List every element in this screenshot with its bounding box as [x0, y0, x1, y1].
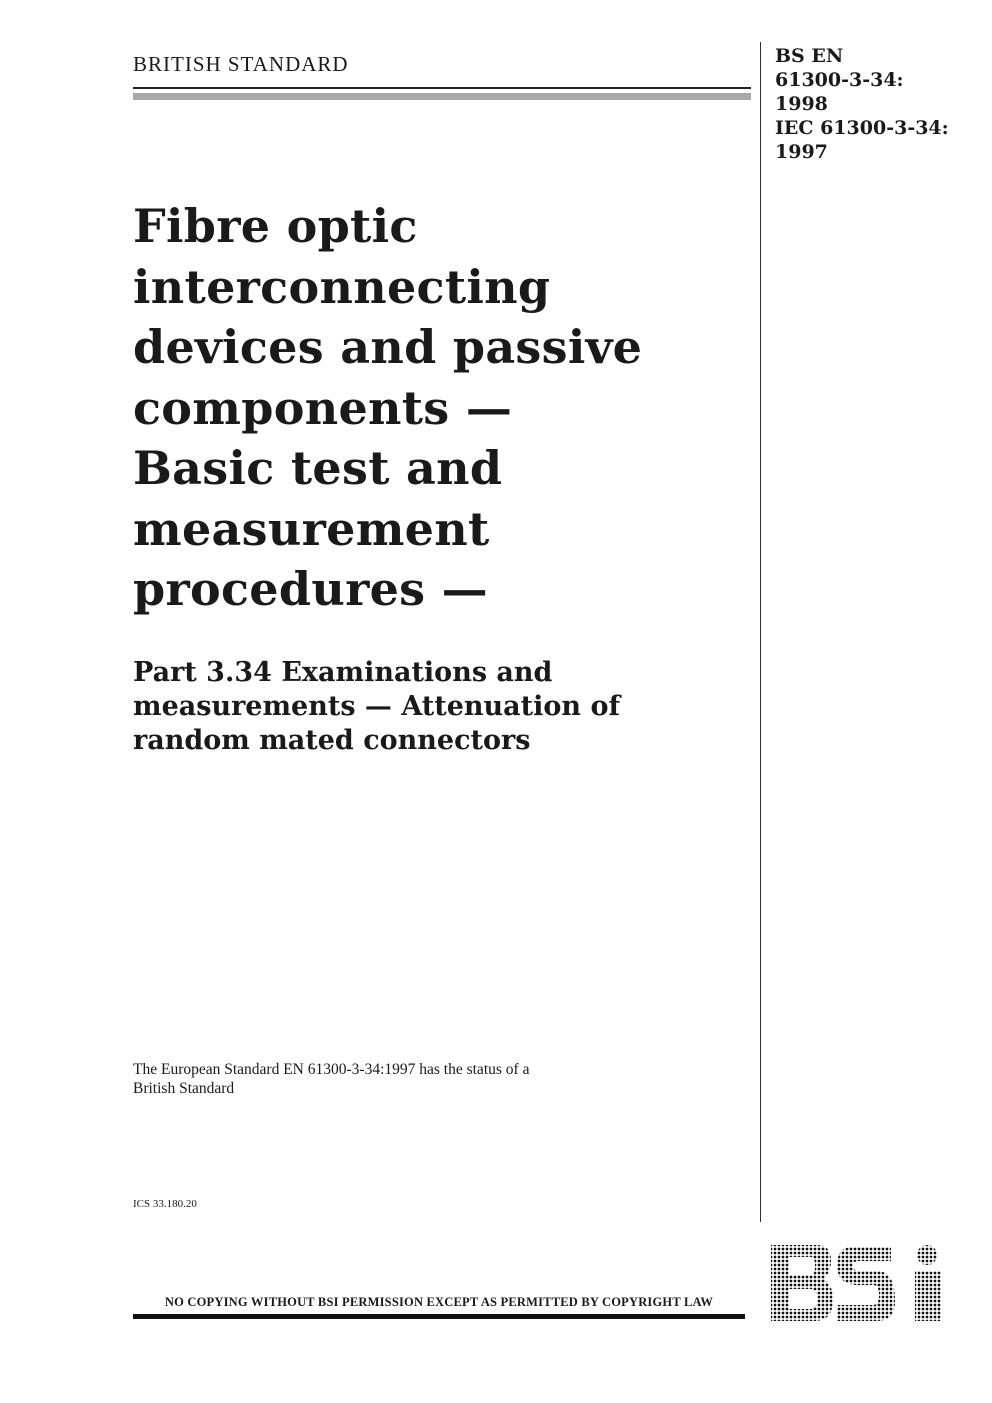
bs-number-line: 1998: [775, 93, 828, 115]
status-line: British Standard: [133, 1080, 235, 1097]
standard-numbers: [775, 44, 975, 164]
bs-number-block: [775, 44, 975, 116]
subtitle-line: Part 3.34 Examinations and: [133, 657, 553, 688]
subtitle-line: random mated connectors: [133, 725, 531, 756]
status-statement: [133, 1060, 653, 1098]
header-shaded-rule: [133, 93, 751, 100]
title-line: devices and passive: [133, 320, 643, 374]
iec-number-block: [775, 116, 975, 164]
title-line: components —: [133, 380, 513, 435]
title-line: Basic test and: [133, 441, 503, 495]
ics-code: ICS 33.180.20: [133, 1198, 197, 1210]
title-line: procedures —: [133, 562, 488, 616]
document-subtitle: [133, 656, 733, 758]
iec-number-line: 1997: [775, 141, 828, 163]
iec-number-line: IEC 61300-3-34:: [775, 117, 949, 139]
bs-number-line: 61300-3-34:: [775, 69, 904, 91]
title-line: interconnecting: [133, 259, 551, 314]
bs-number-line: BS EN: [775, 45, 844, 67]
title-line: Fibre optic: [133, 199, 418, 253]
status-line: The European Standard EN 61300-3-34:1997 has the status of a: [133, 1061, 530, 1078]
copyright-notice: NO COPYING WITHOUT BSI PERMISSION EXCEPT AS PERMITTED BY COPYRIGHT LAW: [164, 1295, 714, 1309]
footer-rule: [133, 1314, 745, 1319]
subtitle-line: measurements — Attenuation of: [133, 691, 621, 722]
brand-label: BRITISH STANDARD: [133, 52, 349, 76]
margin-divider: [760, 42, 761, 1222]
title-line: measurement: [133, 501, 490, 556]
document-title: [133, 196, 733, 620]
bsi-logo: [769, 1243, 945, 1323]
header-rule: [133, 87, 751, 89]
